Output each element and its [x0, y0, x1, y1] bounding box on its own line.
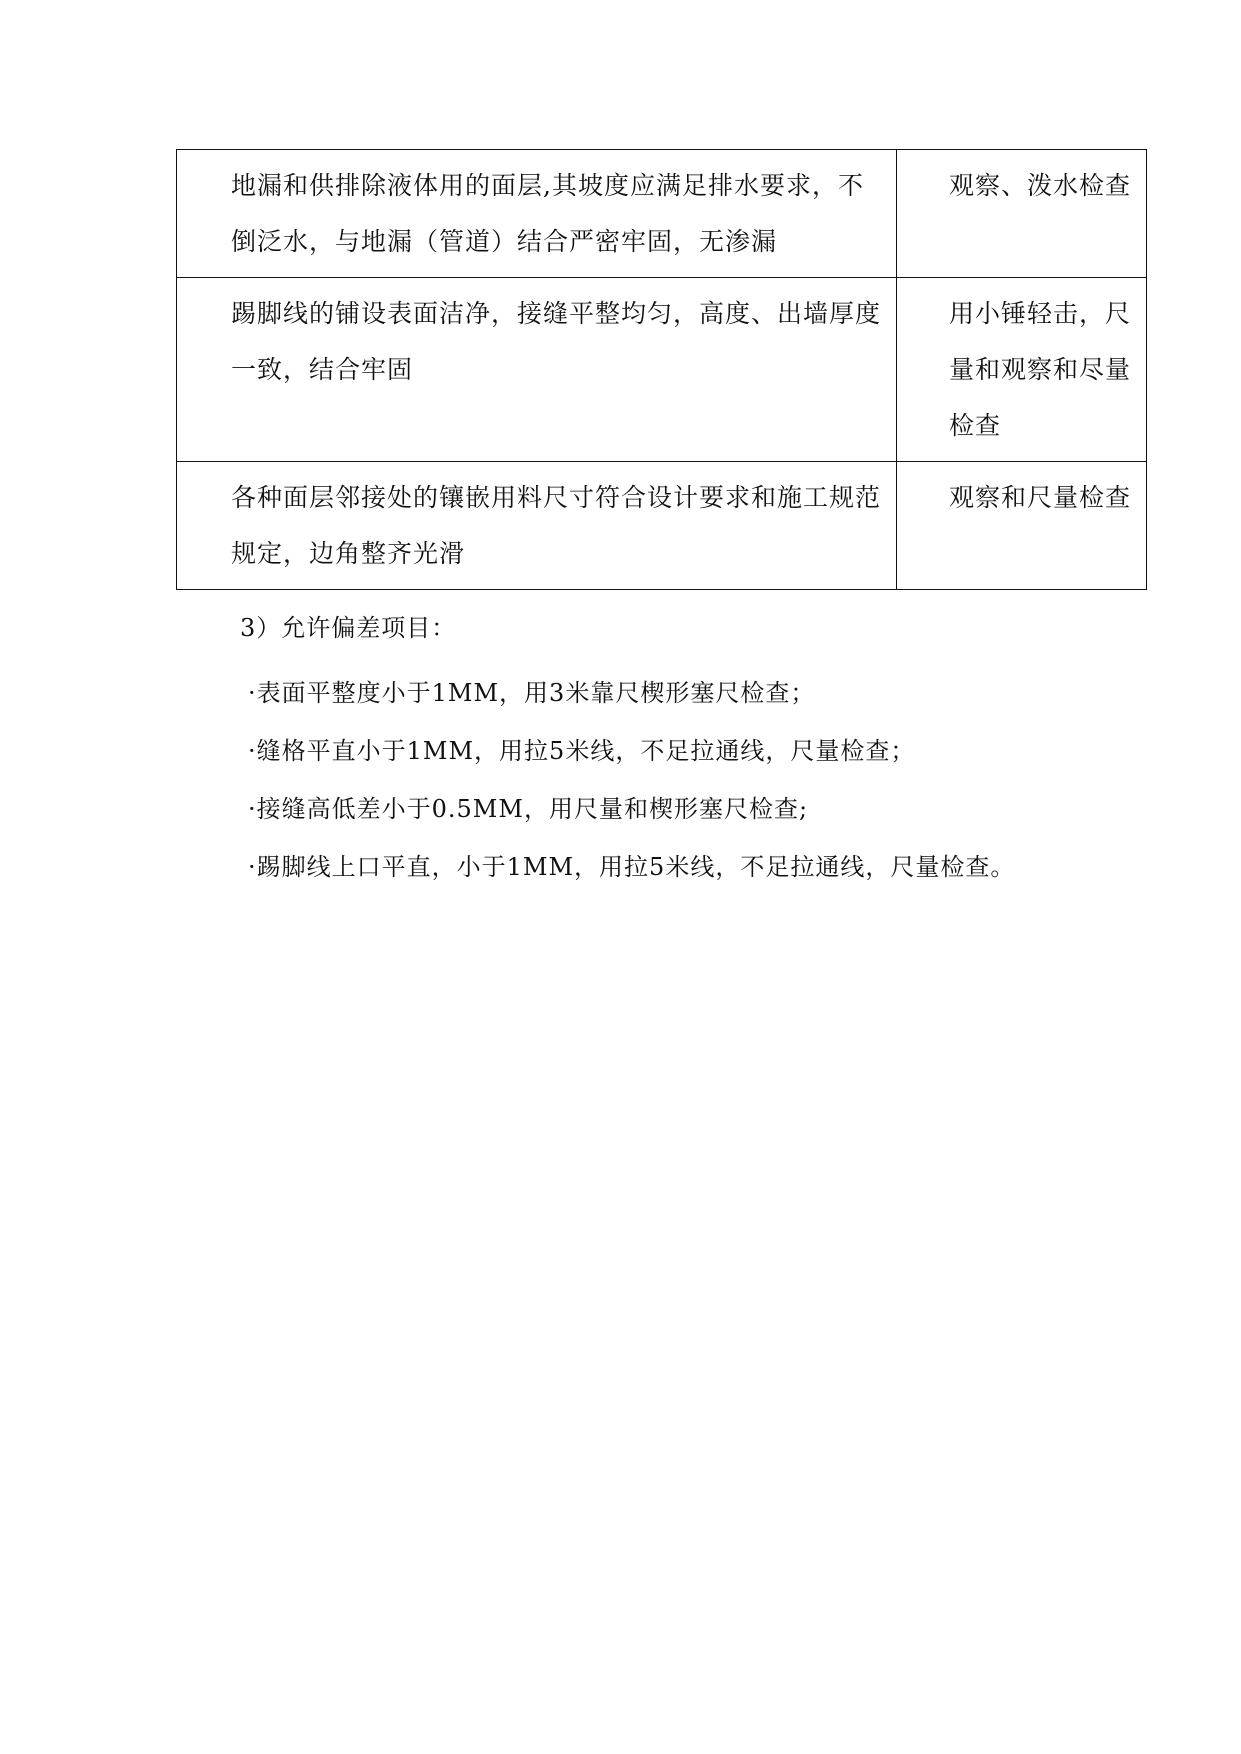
table-row	[177, 462, 1147, 590]
table-row	[177, 278, 1147, 462]
list-item: ·缝格平直小于1MM，用拉5米线，不足拉通线，尺量检查；	[248, 737, 916, 765]
inspection-method-text: 观察和尺量检查	[949, 483, 1132, 512]
tolerance-list	[248, 664, 1015, 896]
list-item: ·接缝高低差小于0.5MM，用尺量和楔形塞尺检查;	[248, 795, 809, 823]
inspection-method-cell	[897, 462, 1147, 590]
inspection-method-text: 观察、泼水检查	[949, 171, 1132, 200]
inspection-method-text: 用小锤轻击，尺量和观察和尽量检查	[949, 299, 1132, 440]
section-heading: 3）允许偏差项目：	[240, 614, 457, 642]
inspection-table	[176, 149, 1147, 590]
inspection-item-cell	[177, 278, 897, 462]
inspection-item-text: 踢脚线的铺设表面洁净，接缝平整均匀，高度、出墙厚度一致，结合牢固	[231, 299, 882, 384]
inspection-method-cell	[897, 150, 1147, 278]
inspection-item-cell	[177, 150, 897, 278]
table-row	[177, 150, 1147, 278]
inspection-item-text: 地漏和供排除液体用的面层,其坡度应满足排水要求，不倒泛水，与地漏（管道）结合严密牢固，无渗漏	[231, 171, 864, 256]
list-item: ·踢脚线上口平直，小于1MM，用拉5米线，不足拉通线，尺量检查。	[248, 853, 1016, 881]
inspection-item-text: 各种面层邻接处的镶嵌用料尺寸符合设计要求和施工规范规定，边角整齐光滑	[231, 483, 882, 568]
inspection-method-cell	[897, 278, 1147, 462]
list-item: ·表面平整度小于1MM，用3米靠尺楔形塞尺检查；	[248, 679, 816, 707]
inspection-item-cell	[177, 462, 897, 590]
